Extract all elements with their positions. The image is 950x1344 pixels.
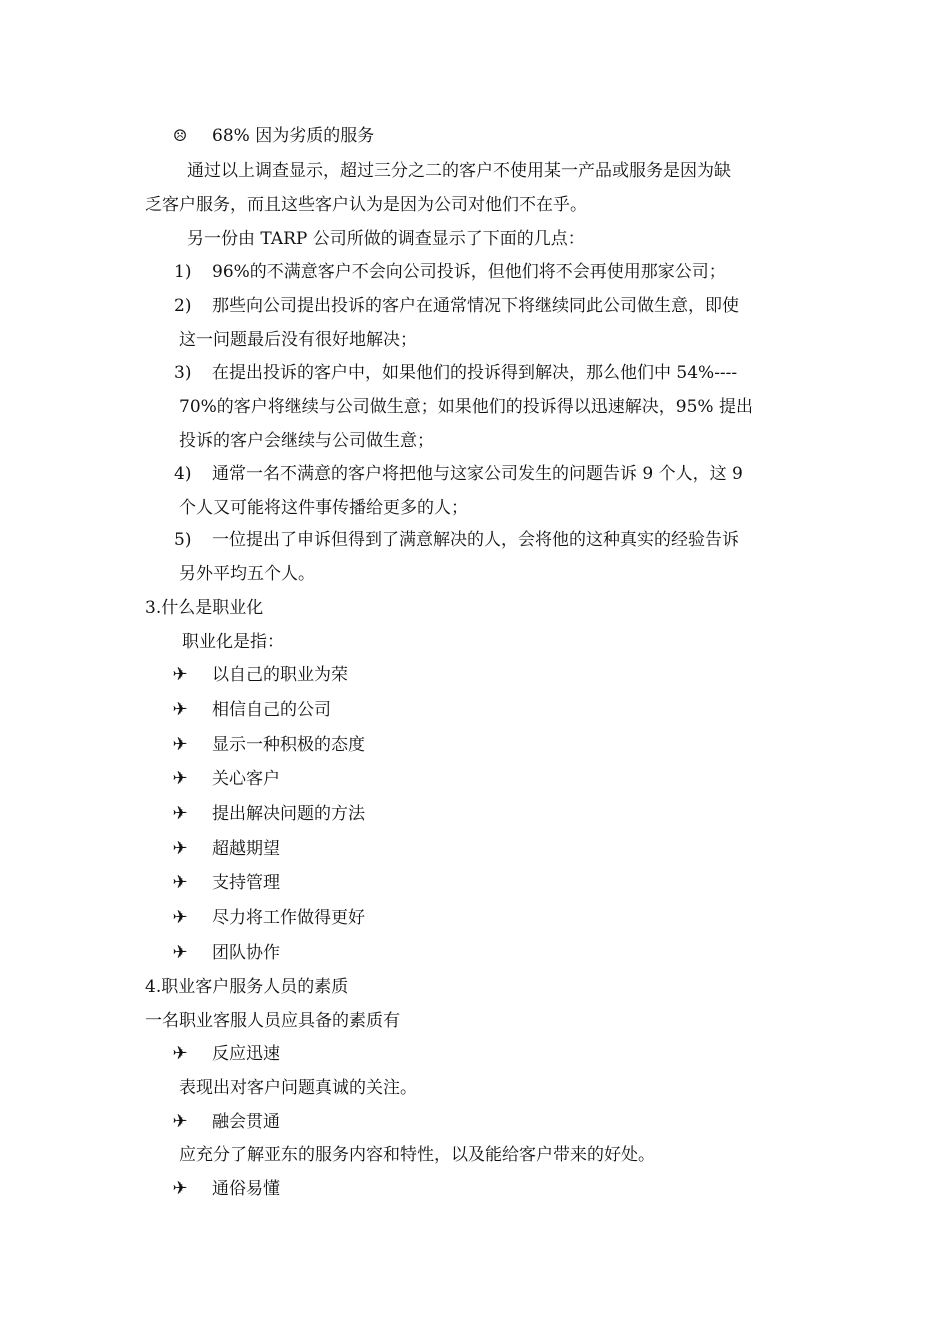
tarp-point-text: 这一问题最后没有很好地解决； xyxy=(179,330,417,350)
section-4-item-title: 融会贯通 xyxy=(212,1112,280,1132)
section-3-item: 关心客户 xyxy=(212,769,280,789)
section-4-item-desc: 应充分了解亚东的服务内容和特性，以及能给客户带来的好处。 xyxy=(179,1145,655,1165)
section-3-item: 超越期望 xyxy=(212,839,280,859)
tarp-point-number: 2) xyxy=(174,296,192,316)
section-3-item: 以自己的职业为荣 xyxy=(212,665,348,685)
tarp-point-text: 96%的不满意客户不会向公司投诉，但他们将不会再使用那家公司； xyxy=(212,262,726,282)
airplane-icon: ✈ xyxy=(172,699,188,720)
section-3-item: 支持管理 xyxy=(212,873,280,893)
section-3-item: 提出解决问题的方法 xyxy=(212,804,365,824)
section-3-item: 团队协作 xyxy=(212,943,280,963)
tarp-point-text: 个人又可能将这件事传播给更多的人； xyxy=(179,498,468,518)
section-4-intro: 一名职业客服人员应具备的素质有 xyxy=(145,1011,400,1031)
section-3-item: 相信自己的公司 xyxy=(212,700,331,720)
section-3-heading: 3.什么是职业化 xyxy=(145,598,264,618)
section-3-intro: 职业化是指： xyxy=(182,632,284,652)
airplane-icon: ✈ xyxy=(172,768,188,789)
survey-paragraph-line: 乏客户服务，而且这些客户认为是因为公司对他们不在乎。 xyxy=(145,195,587,215)
section-4-item-title: 通俗易懂 xyxy=(212,1179,280,1199)
airplane-icon: ✈ xyxy=(172,664,188,685)
section-3-item: 显示一种积极的态度 xyxy=(212,735,365,755)
tarp-point-text: 在提出投诉的客户中，如果他们的投诉得到解决，那么他们中 54%---- xyxy=(212,363,738,383)
airplane-icon: ✈ xyxy=(172,872,188,893)
airplane-icon: ✈ xyxy=(172,838,188,859)
tarp-point-number: 4) xyxy=(174,464,192,484)
tarp-point-number: 3) xyxy=(174,363,192,383)
tarp-point-number: 5) xyxy=(174,530,192,550)
tarp-point-text: 投诉的客户会继续与公司做生意； xyxy=(179,431,434,451)
tarp-point-text: 一位提出了申诉但得到了满意解决的人，会将他的这种真实的经验告诉 xyxy=(212,530,739,550)
section-4-item-title: 反应迅速 xyxy=(212,1044,280,1064)
section-3-item: 尽力将工作做得更好 xyxy=(212,908,365,928)
tarp-point-text: 那些向公司提出投诉的客户在通常情况下将继续同此公司做生意，即使 xyxy=(212,296,739,316)
airplane-icon: ✈ xyxy=(172,803,188,824)
airplane-icon: ✈ xyxy=(172,1178,188,1199)
survey-paragraph-line: 通过以上调查显示，超过三分之二的客户不使用某一产品或服务是因为缺 xyxy=(187,161,731,181)
section-4-heading: 4.职业客户服务人员的素质 xyxy=(145,977,349,997)
airplane-icon: ✈ xyxy=(172,1043,188,1064)
section-4-item-desc: 表现出对客户问题真诚的关注。 xyxy=(179,1078,417,1098)
sad-item-text: 68% 因为劣质的服务 xyxy=(212,126,375,146)
tarp-point-text: 通常一名不满意的客户将把他与这家公司发生的问题告诉 9 个人，这 9 xyxy=(212,464,743,484)
sad-face-icon: ☹ xyxy=(172,126,188,145)
airplane-icon: ✈ xyxy=(172,907,188,928)
airplane-icon: ✈ xyxy=(172,942,188,963)
airplane-icon: ✈ xyxy=(172,1111,188,1132)
tarp-point-text: 70%的客户将继续与公司做生意；如果他们的投诉得以迅速解决，95% 提出 xyxy=(179,397,753,417)
tarp-intro: 另一份由 TARP 公司所做的调查显示了下面的几点： xyxy=(187,229,585,249)
airplane-icon: ✈ xyxy=(172,734,188,755)
tarp-point-text: 另外平均五个人。 xyxy=(179,564,315,584)
tarp-point-number: 1) xyxy=(174,262,192,282)
